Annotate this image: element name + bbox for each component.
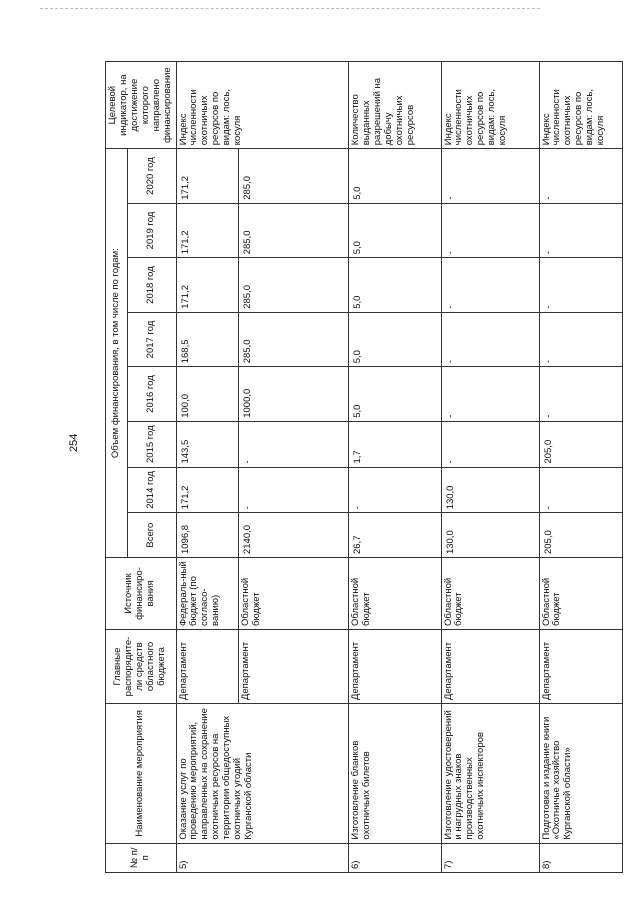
row-total: 26,7: [349, 513, 441, 558]
col-header-year: 2015 год: [127, 421, 176, 467]
row-year-value: -: [441, 367, 539, 422]
row-indicator: Индекс численности охотничьих ресурсов по видам: лось, косуля: [176, 62, 349, 149]
row-number: 7): [441, 843, 539, 872]
col-header-year: 2016 год: [127, 367, 176, 422]
row-manager: Департамент: [176, 629, 238, 703]
row-manager: Департамент: [441, 629, 539, 703]
row-year-value: 5,0: [349, 149, 441, 204]
row-year-value: -: [441, 149, 539, 204]
row-total: 2140,0: [238, 513, 349, 558]
col-header-year: 2017 год: [127, 312, 176, 367]
table-row: [441, 62, 539, 873]
row-source: Федераль-ный бюджет (по согласо-ванию): [176, 558, 238, 630]
row-total: 1096,8: [176, 513, 238, 558]
row-manager: Департамент: [539, 629, 622, 703]
col-header-managers: Главные распорядите-ли средств областного бюджета: [106, 629, 177, 703]
financing-table-container: [105, 61, 610, 873]
top-scan-line: [40, 8, 540, 9]
row-year-value: -: [441, 203, 539, 258]
row-total: 205,0: [539, 513, 622, 558]
row-year-value: 130,0: [441, 467, 539, 513]
row-year-value: 205,0: [539, 421, 622, 467]
row-year-value: 285,0: [238, 258, 349, 313]
row-year-value: 5,0: [349, 258, 441, 313]
row-year-value: 100,0: [176, 367, 238, 422]
row-year-value: -: [349, 467, 441, 513]
row-year-value: -: [238, 467, 349, 513]
col-header-total: Всего: [127, 513, 176, 558]
row-source: Областной бюджет: [238, 558, 349, 630]
row-year-value: 285,0: [238, 203, 349, 258]
header-row: [106, 62, 128, 873]
row-year-value: -: [539, 258, 622, 313]
row-year-value: -: [539, 203, 622, 258]
col-header-name: Наименование мероприятия: [106, 704, 177, 844]
col-header-volume: Объем финансирования, в том числе по годам:: [106, 149, 128, 558]
col-header-source: Источник финансиро-вания: [106, 558, 177, 630]
page-number: 254: [68, 433, 80, 452]
row-indicator: Количество выданных разрешений на добычу охотничьих ресурсов: [349, 62, 441, 149]
row-manager: Департамент: [349, 629, 441, 703]
col-header-indicator: Целевой индикатор, на достижение которого направлено финансирование: [106, 62, 177, 149]
col-header-no: № п/п: [106, 843, 177, 872]
row-year-value: -: [539, 467, 622, 513]
row-year-value: -: [238, 421, 349, 467]
row-year-value: 285,0: [238, 149, 349, 204]
row-year-value: 5,0: [349, 203, 441, 258]
row-year-value: -: [539, 149, 622, 204]
row-total: 130,0: [441, 513, 539, 558]
row-year-value: -: [539, 367, 622, 422]
row-year-value: -: [441, 258, 539, 313]
row-year-value: 171,2: [176, 203, 238, 258]
row-year-value: -: [441, 421, 539, 467]
row-year-value: -: [441, 312, 539, 367]
col-header-year: 2020 год: [127, 149, 176, 204]
row-source: Областной бюджет: [539, 558, 622, 630]
row-number: 5): [176, 843, 349, 872]
row-year-value: -: [539, 312, 622, 367]
row-indicator: Индекс численности охотничьих ресурсов по видам: лось, косуля: [441, 62, 539, 149]
row-name: Изготовление бланков охотничьих билетов: [349, 704, 441, 844]
col-header-year: 2014 год: [127, 467, 176, 513]
row-name: Изготовление удостоверений и нагрудных знаков производственных охотничьих инспекторов: [441, 704, 539, 844]
row-year-value: 171,2: [176, 467, 238, 513]
row-year-value: 285,0: [238, 312, 349, 367]
row-name: Подготовка и издание книги «Охотничье хозяйство Курганской области»: [539, 704, 622, 844]
table-row: [349, 62, 441, 873]
row-number: 6): [349, 843, 441, 872]
row-year-value: 171,2: [176, 149, 238, 204]
row-number: 8): [539, 843, 622, 872]
row-year-value: 5,0: [349, 367, 441, 422]
row-year-value: 1,7: [349, 421, 441, 467]
financing-table: [105, 61, 623, 873]
table-row: [176, 62, 238, 873]
row-name: Оказание услуг по проведению мероприятий, направленных на сохранение охотничьих ресурсов на территории общедоступных охотничьих угодий Курганской области: [176, 704, 349, 844]
row-source: Областной бюджет: [441, 558, 539, 630]
row-year-value: 1000,0: [238, 367, 349, 422]
row-manager: Департамент: [238, 629, 349, 703]
col-header-year: 2018 год: [127, 258, 176, 313]
row-indicator: Индекс численности охотничьих ресурсов по видам: лось, косуля: [539, 62, 622, 149]
row-year-value: 143,5: [176, 421, 238, 467]
row-source: Областной бюджет: [349, 558, 441, 630]
row-year-value: 171,2: [176, 258, 238, 313]
row-year-value: 168,5: [176, 312, 238, 367]
row-year-value: 5,0: [349, 312, 441, 367]
col-header-year: 2019 год: [127, 203, 176, 258]
table-row: [539, 62, 622, 873]
